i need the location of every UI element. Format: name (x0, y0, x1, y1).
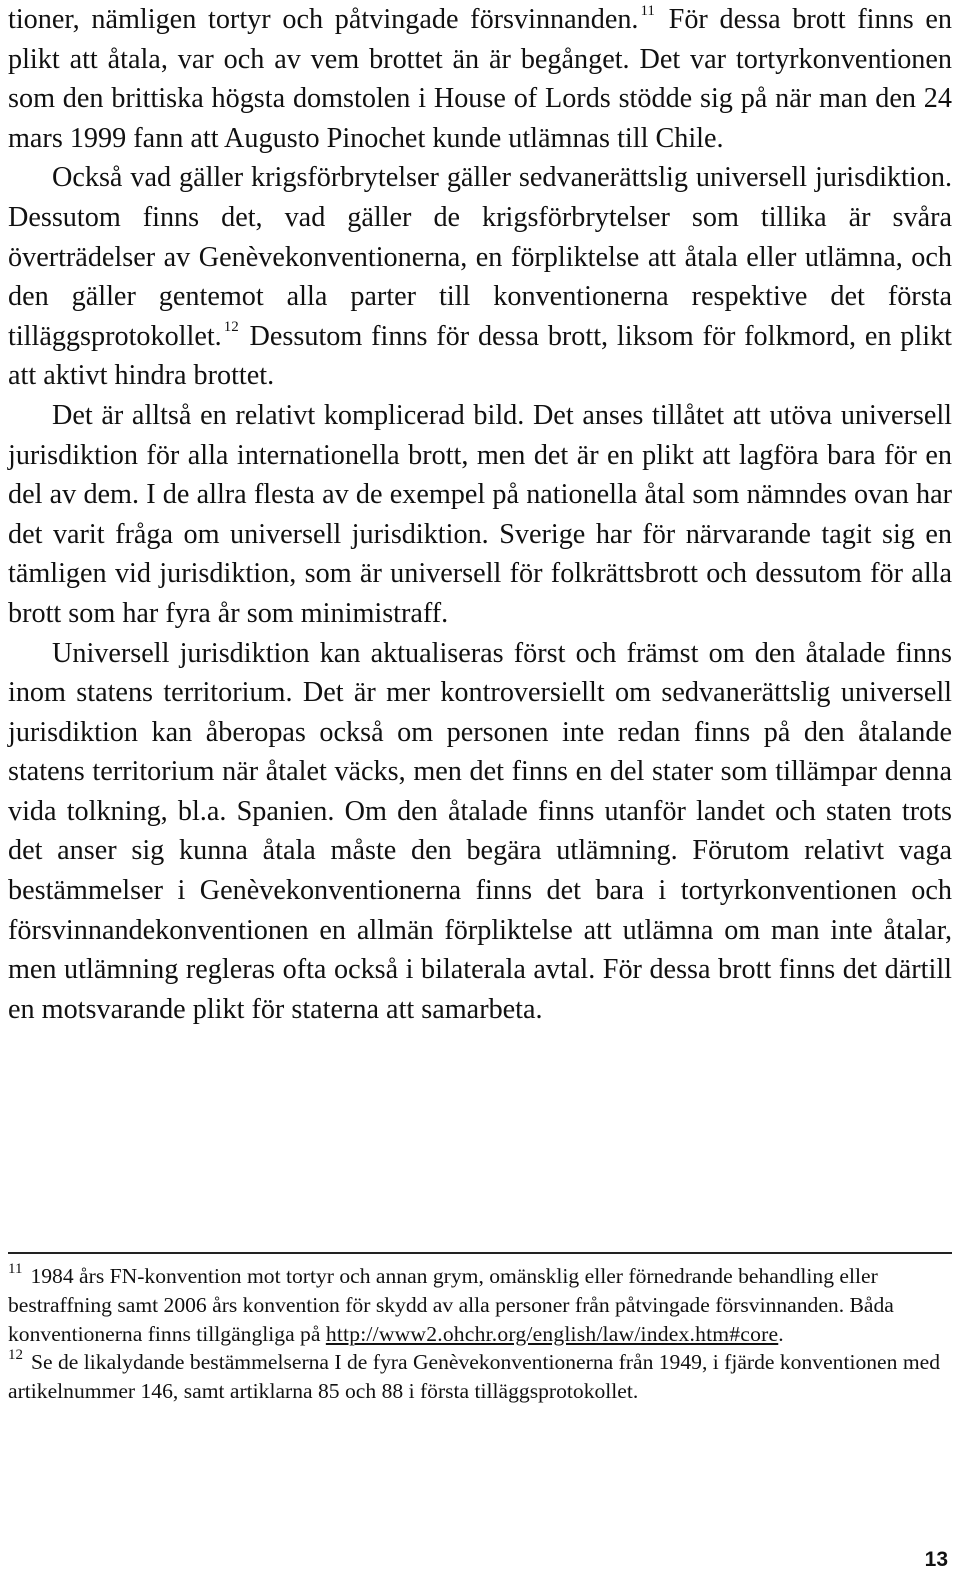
paragraph-2 (8, 158, 952, 396)
footnotes (8, 1262, 952, 1406)
paragraph-1 (8, 0, 952, 158)
footnote-number: 12 (8, 1347, 23, 1364)
footnote-ref-11[interactable]: 11 (640, 2, 655, 19)
footnote-text: Se de likalydande bestämmelserna I de fyra Genèvekonventionerna från 1949, i fjärde konventionen med artikelnummer 146, samt artiklarna 85 och 88 i första tilläggsprotokollet. (8, 1350, 941, 1404)
footnote-text: 1984 års FN-konvention mot tortyr och annan grym, omänsklig eller förnedrande behandling eller bestraffning samt 2006 års konvention för skydd av alla personer från påtvingade försvinnanden. Båda konventionerna finns tillgängliga på (8, 1264, 894, 1346)
footnote-divider (8, 1252, 952, 1254)
footnote-text-end: . (778, 1321, 784, 1346)
page-body (8, 0, 952, 1029)
paragraph-2-text-b: Dessutom finns för dessa brott, liksom för folkmord, en plikt att aktivt hindra brottet. (8, 320, 952, 392)
paragraph-2-text-a: Också vad gäller krigsförbrytelser gäller sedvanerättslig universell jurisdiktion. Dessutom finns det, vad gäller de krigsförbrytelser som tillika är svåra överträdelser av Genèvekonventionerna, en förpliktelse att åtala eller utlämna, och den gäller gentemot alla parter till konventionerna respektive det första tilläggsprotokollet. (8, 162, 952, 352)
footnote-link[interactable]: http://www2.ohchr.org/english/law/index.htm#core (325, 1321, 779, 1346)
paragraph-1-text-a: tioner, nämligen tortyr och påtvingade försvinnanden. (8, 4, 639, 35)
paragraph-3: Det är alltså en relativt komplicerad bild. Det anses tillåtet att utöva universell jurisdiktion för alla internationella brott, men det är en plikt att lagföra bara för en del av dem. I de allra flesta av de exempel på nationella åtal som nämndes ovan har det varit fråga om universell jurisdiktion. Sverige har för närvarande tagit sig en tämligen vid jurisdiktion, som är universell för folkrättsbrott och dessutom för alla brott som har fyra år som minimistraff. (8, 399, 952, 629)
footnote-11 (8, 1262, 952, 1348)
page-number: 13 (924, 1548, 948, 1571)
footnote-12 (8, 1348, 952, 1406)
paragraph-1-text-b: För dessa brott finns en plikt att åtala, var och av vem brottet än är begånget. Det var tortyrkonventionen som den brittiska högsta domstolen i House of Lords stödde sig på när man den 24 mars 1999 fann att Augusto Pinochet kunde utlämnas till Chile. (8, 4, 952, 154)
footnote-ref-12[interactable]: 12 (223, 319, 239, 336)
main-text (8, 0, 952, 1029)
footnote-number: 11 (8, 1260, 23, 1277)
paragraph-4: Universell jurisdiktion kan aktualiseras först och främst om den åtalade finns inom statens territorium. Det är mer kontroversiellt om sedvanerättslig universell jurisdiktion kan åberopas också om personen inte redan finns på den åtalande statens territorium när åtalet väcks, men det finns en del stater som tillämpar denna vida tolkning, bl.a. Spanien. Om den åtalade finns utanför landet och staten trots det anser sig kunna åtala måste den begära utlämning. Förutom relativt vaga bestämmelser i Genèvekonventionerna finns det bara i tortyrkonventionen och försvinnandekonventionen en allmän förpliktelse att utlämna om man inte åtalar, men utlämning regleras ofta också i bilaterala avtal. För dessa brott finns det därtill en motsvarande plikt för staterna att samarbeta. (8, 637, 952, 1025)
